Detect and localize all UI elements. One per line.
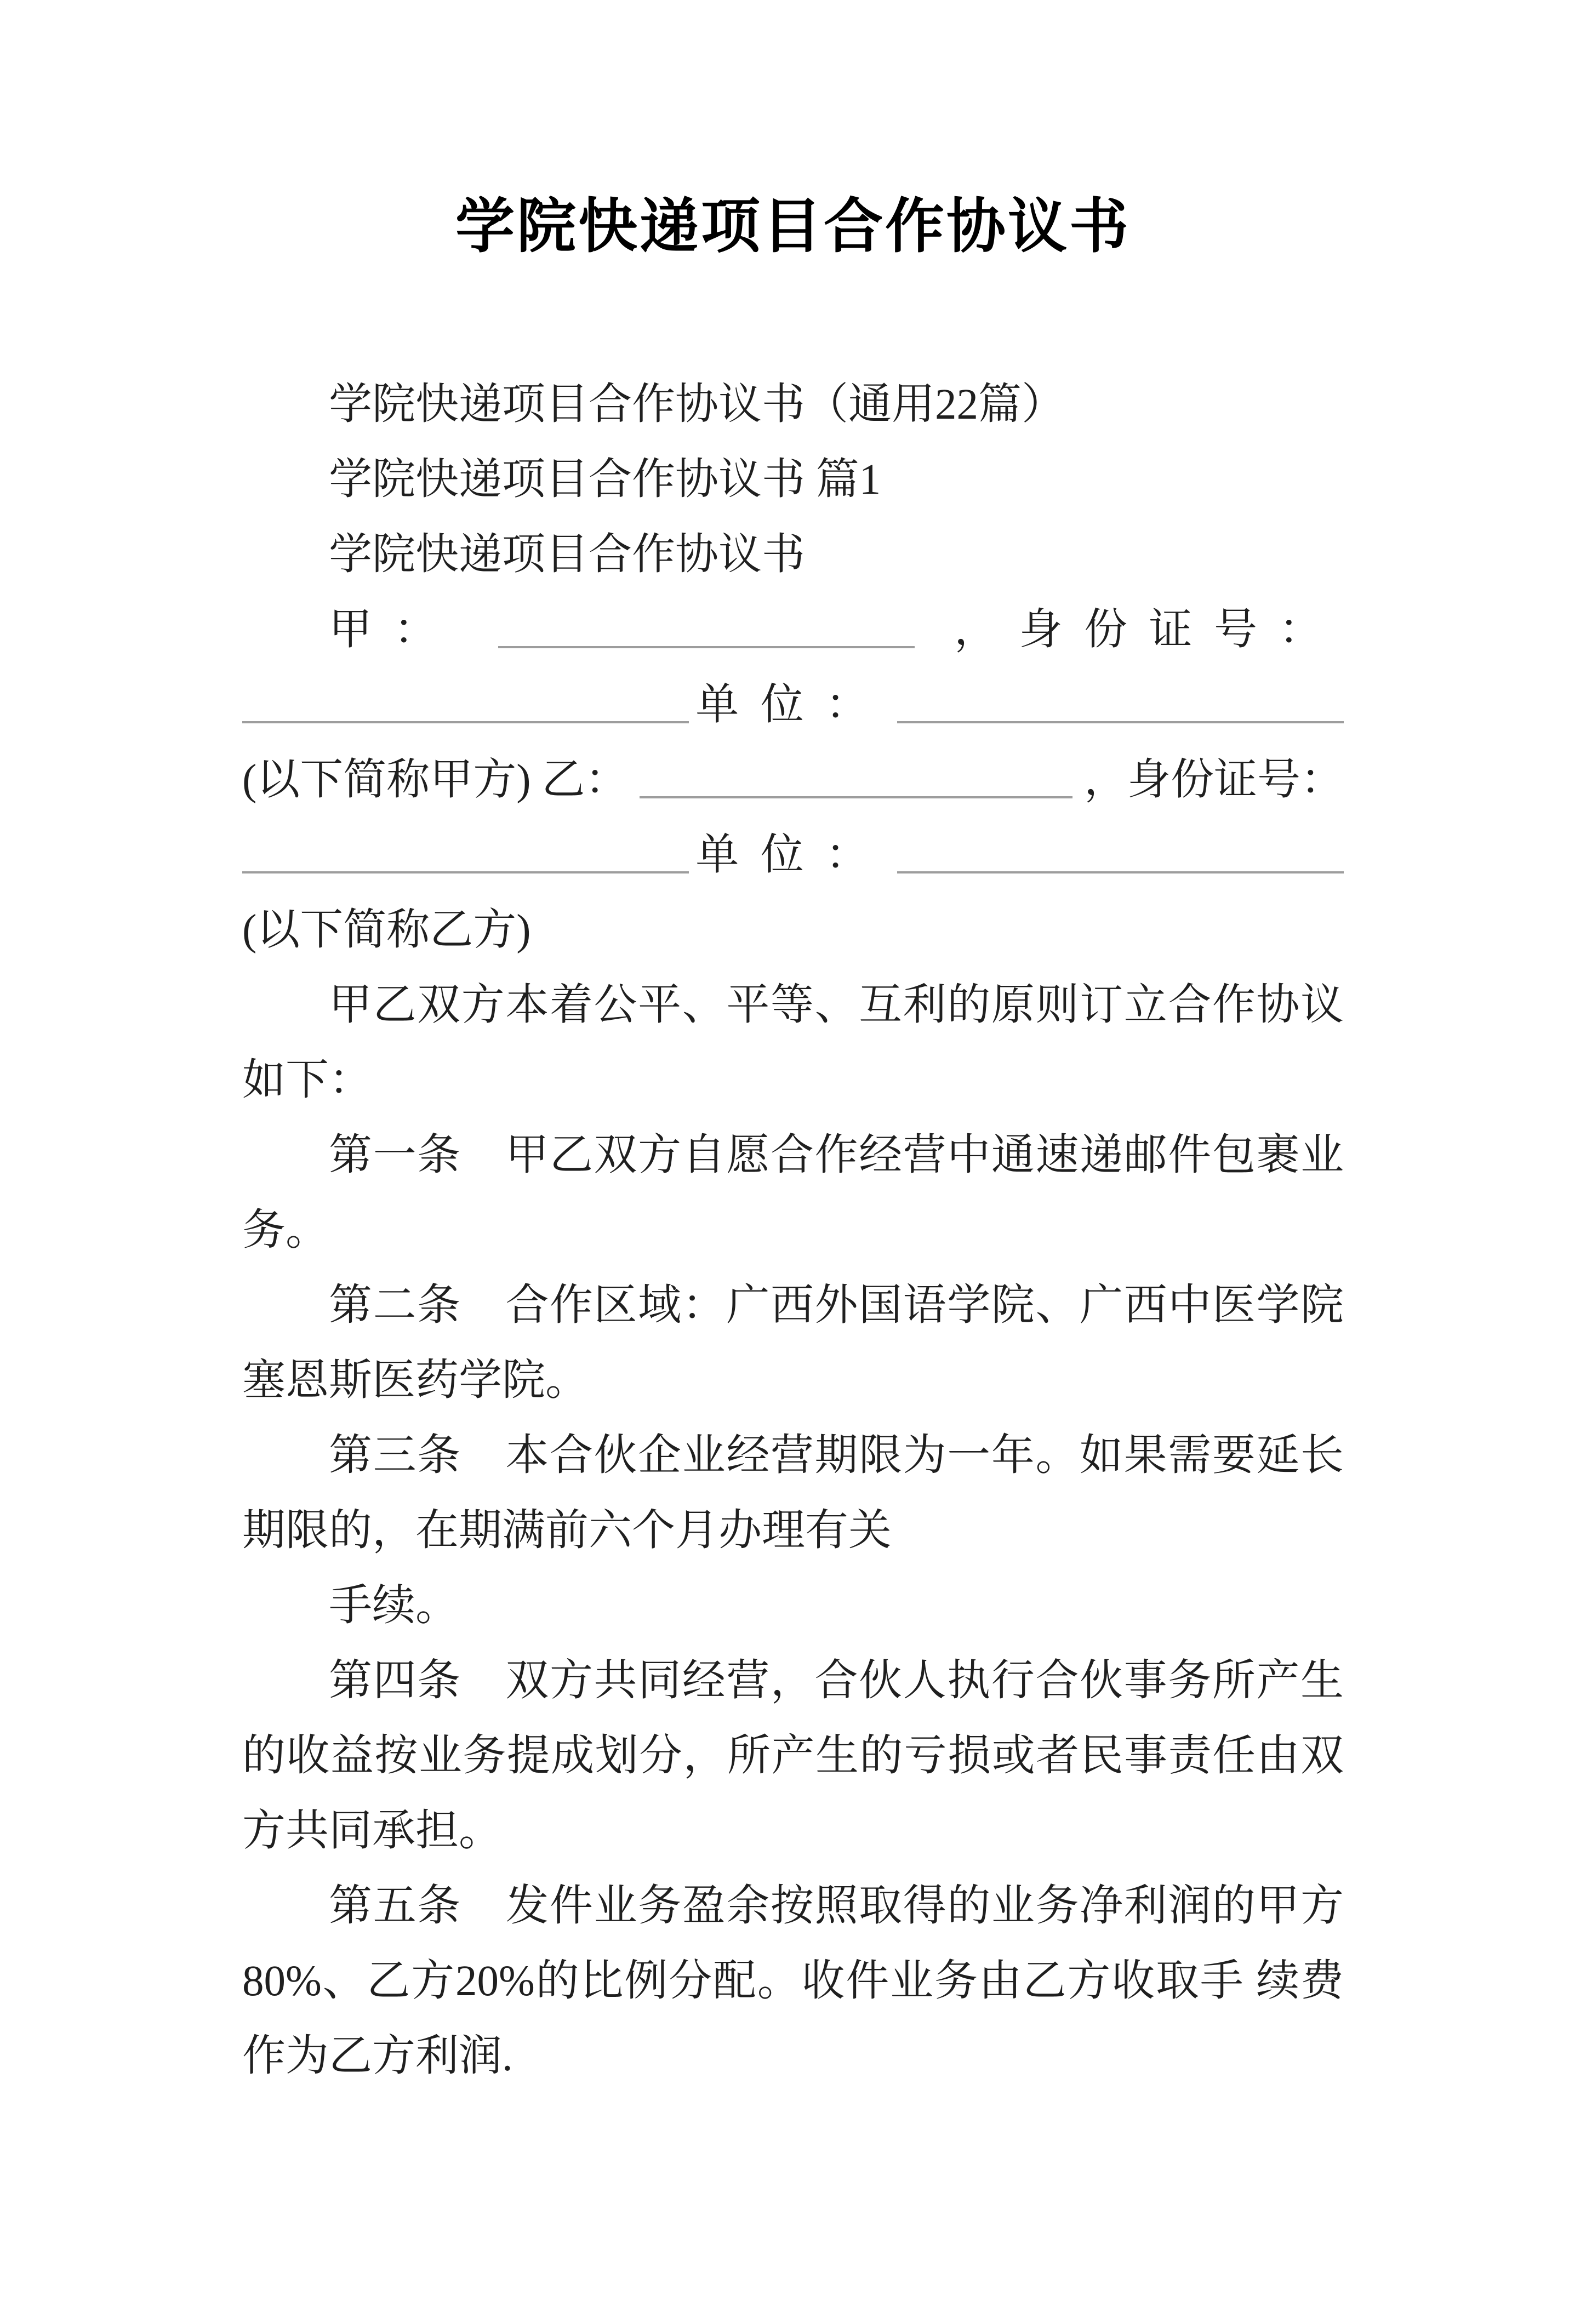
intro-line-general: 学院快递项目合作协议书（通用22篇） [329,381,1065,429]
party-a-fill-line [242,592,1344,667]
document-title: 学院快递项目合作协议书 [455,195,1131,260]
party-b-id-label: ，身份证号： [1084,756,1344,804]
paragraph-article-4: 第四条 双方共同经营，合伙人执行合伙事务所产生的收益按业务提成划分，所产生的亏损或者民事责任由双方共同承担。 [242,1657,1344,1855]
paragraph-article-2: 第二条 合作区域：广西外国语学院、广西中医学院塞恩斯医药学院。 [242,1282,1344,1404]
party-a-unit-blank [897,721,1344,723]
party-b-alias-line: (以下简称乙方) [242,906,531,954]
party-a-id-label: ，身份证号： [954,606,1344,654]
intro-line-chapter: 学院快递项目合作协议书 篇1 [329,456,881,504]
paragraph-article-3: 第三条 本合伙企业经营期限为一年。如果需要延长期限的，在期满前六个月办理有关 [242,1432,1344,1555]
party-b-unit-blank [897,871,1344,873]
party-b-id-blank [242,871,689,873]
party-a-name-blank [498,646,915,648]
paragraph-article-3-continued: 手续。 [329,1582,459,1630]
party-a-unit-fill-line [242,667,1344,743]
paragraph-article-5: 第五条 发件业务盈余按照取得的业务净利润的甲方80%、乙方20%的比例分配。收件业务由乙方收取手 续费作为乙方利润. [242,1882,1344,2080]
party-b-name-blank [640,796,1072,798]
party-a-id-blank [242,721,689,723]
paragraph-article-1: 第一条 甲乙双方自愿合作经营中通速递邮件包裹业务。 [242,1132,1344,1254]
paragraph-principles: 甲乙双方本着公平、平等、互利的原则订立合作协议如下： [242,981,1344,1104]
party-b-unit-label: 单位： [695,831,891,879]
intro-line-subtitle: 学院快递项目合作协议书 [329,531,805,579]
party-b-fill-line [242,743,1344,818]
party-a-alias-party-b-label: (以下简称甲方) 乙： [242,756,629,804]
party-a-label: 甲： [329,606,459,654]
party-b-unit-fill-line [242,818,1344,893]
party-a-unit-label: 单位： [695,681,891,729]
